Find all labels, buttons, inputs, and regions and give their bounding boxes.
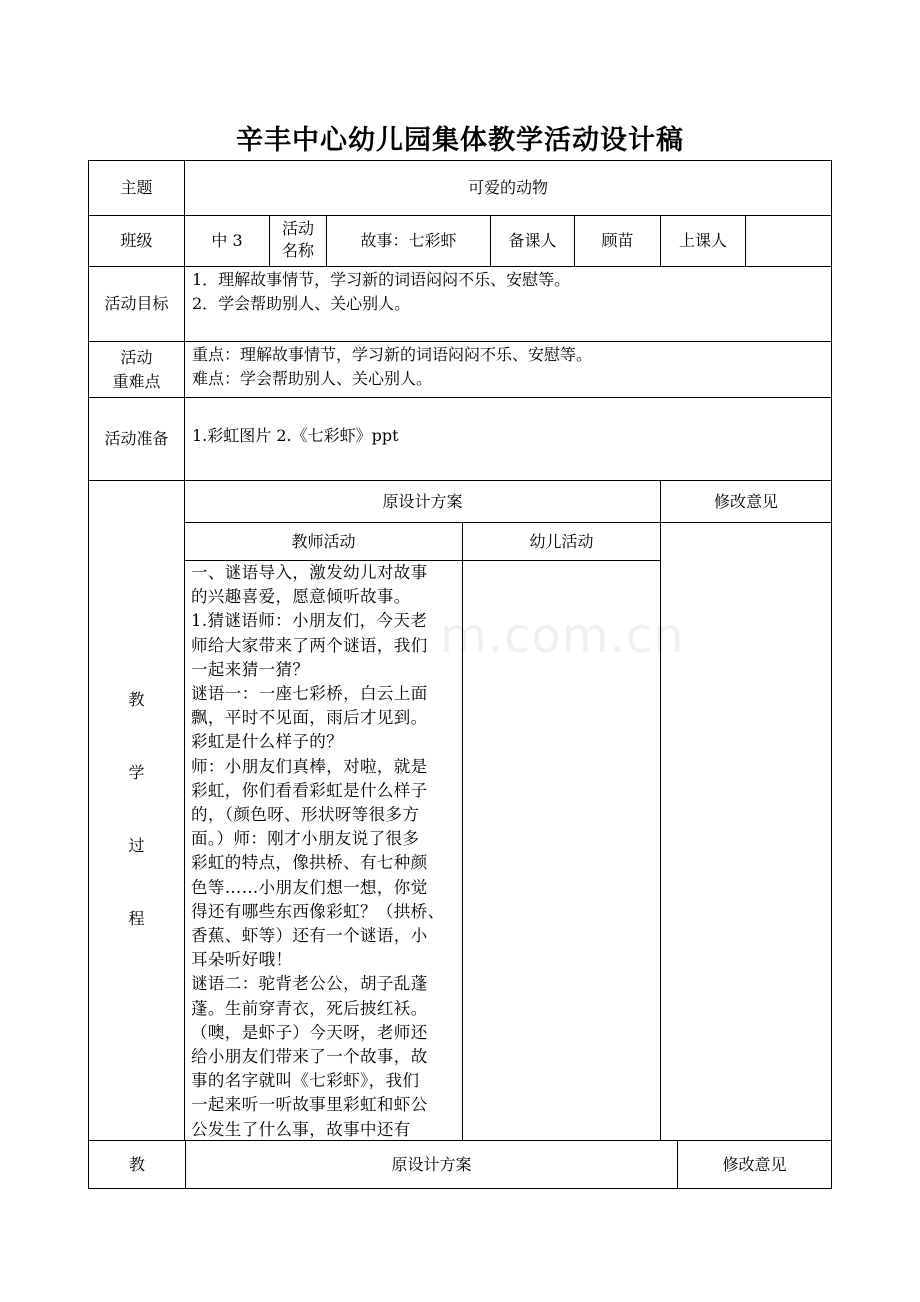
teacher-line: 1.猜谜语师：小朋友们，今天老 — [191, 611, 428, 631]
teacher-line: 的，（颜色呀、形状呀等很多方 — [191, 805, 420, 825]
teacher-line: 给小朋友们带来了一个故事，故 — [191, 1047, 428, 1067]
key-points-label — [88, 341, 185, 398]
class-value: 中 3 — [211, 231, 243, 250]
process-label-char: 过 — [128, 836, 145, 855]
revision-content — [661, 523, 831, 1140]
revision-header: 修改意见 — [713, 491, 778, 511]
watermark: m.com.cn — [440, 608, 685, 664]
teacher-line: 蓬。生前穿青衣，死后披红袄。 — [191, 998, 428, 1018]
original-plan-header: 原设计方案 — [382, 491, 463, 511]
teacher-line: 飘，平时不见面，雨后才见到。 — [191, 708, 428, 728]
goals-content — [184, 266, 832, 342]
teacher-line: 一起来听一听故事里彩虹和虾公 — [191, 1095, 428, 1115]
teacher-line: 彩虹是什么样子的？ — [191, 732, 344, 752]
theme-label: 主题 — [120, 178, 153, 197]
process-label — [88, 688, 185, 980]
teacher-line: 耳朵听好哦！ — [191, 950, 293, 970]
class-label: 班级 — [120, 231, 153, 250]
teacher-line: 得还有哪些东西像彩虹？（拱桥、 — [191, 901, 445, 921]
teacher-line: 一起来猜一猜？ — [191, 659, 310, 679]
goal-line: 1．理解故事情节，学习新的词语闷闷不乐、安慰等。 — [192, 270, 571, 289]
teacher-line: 香蕉、虾等）还有一个谜语，小 — [191, 926, 428, 946]
teacher-line: 的兴趣喜爱，愿意倾听故事。 — [191, 587, 411, 607]
page-title: 辛丰中心幼儿园集体教学活动设计稿 — [236, 125, 684, 156]
teacher-activity-content — [191, 561, 461, 1142]
teacher-line: 事的名字就叫《七彩虾》，我们 — [191, 1071, 420, 1091]
process-label-char: 学 — [128, 763, 145, 782]
key-point-line: 重点：理解故事情节，学习新的词语闷闷不乐、安慰等。 — [192, 345, 593, 364]
teacher-line: 谜语一：一座七彩桥，白云上面 — [191, 684, 428, 704]
process-label-char: 教 — [128, 690, 145, 709]
teacher-line: 公发生了什么事，故事中还有 — [191, 1119, 411, 1139]
teacher-line: 谜语二：驼背老公公，胡子乱蓬 — [191, 974, 428, 994]
preparer-label: 备课人 — [508, 231, 557, 250]
next-original-plan-header: 原设计方案 — [391, 1154, 472, 1174]
key-points-content — [184, 341, 832, 398]
child-activity-header: 幼儿活动 — [529, 531, 594, 551]
theme-value: 可爱的动物 — [467, 178, 548, 197]
teacher-value — [745, 215, 832, 267]
teacher-line: （噢，是虾子）今天呀，老师还 — [191, 1022, 428, 1042]
preparation-value: 1.彩虹图片 2.《七彩虾》ppt — [192, 426, 399, 445]
teacher-line: 师给大家带来了两个谜语，我们 — [191, 635, 428, 655]
teacher-line: 一、谜语导入，激发幼儿对故事 — [191, 563, 428, 582]
activity-name-label — [269, 215, 327, 267]
teacher-line: 色等……小朋友们想一想，你觉 — [191, 877, 428, 897]
activity-name-label-line: 名称 — [281, 241, 314, 260]
goal-line: 2．学会帮助别人、关心别人。 — [192, 294, 411, 313]
teacher-line: 师：小朋友们真棒，对啦，就是 — [191, 756, 428, 776]
next-revision-header: 修改意见 — [722, 1154, 787, 1174]
activity-name-label-line: 活动 — [281, 219, 314, 238]
teacher-line: 面。）师：刚才小朋友说了很多 — [191, 829, 420, 849]
process-label-char: 程 — [128, 909, 145, 928]
preparer-value: 顾苗 — [601, 231, 634, 250]
teacher-label: 上课人 — [678, 231, 727, 250]
next-process-label: 教 — [128, 1154, 145, 1174]
teacher-line: 彩虹的特点，像拱桥、有七种颜 — [191, 853, 428, 873]
key-points-label-line: 活动 — [120, 348, 153, 367]
preparation-label: 活动准备 — [104, 429, 169, 448]
goals-label: 活动目标 — [104, 294, 169, 313]
teacher-line: 彩虹，你们看看彩虹是什么样子 — [191, 780, 428, 800]
teacher-activity-header: 教师活动 — [291, 531, 356, 551]
key-point-line: 难点：学会帮助别人、关心别人。 — [192, 369, 433, 388]
key-points-label-line: 重难点 — [112, 372, 161, 391]
activity-name-value: 故事：七彩虾 — [360, 231, 457, 250]
